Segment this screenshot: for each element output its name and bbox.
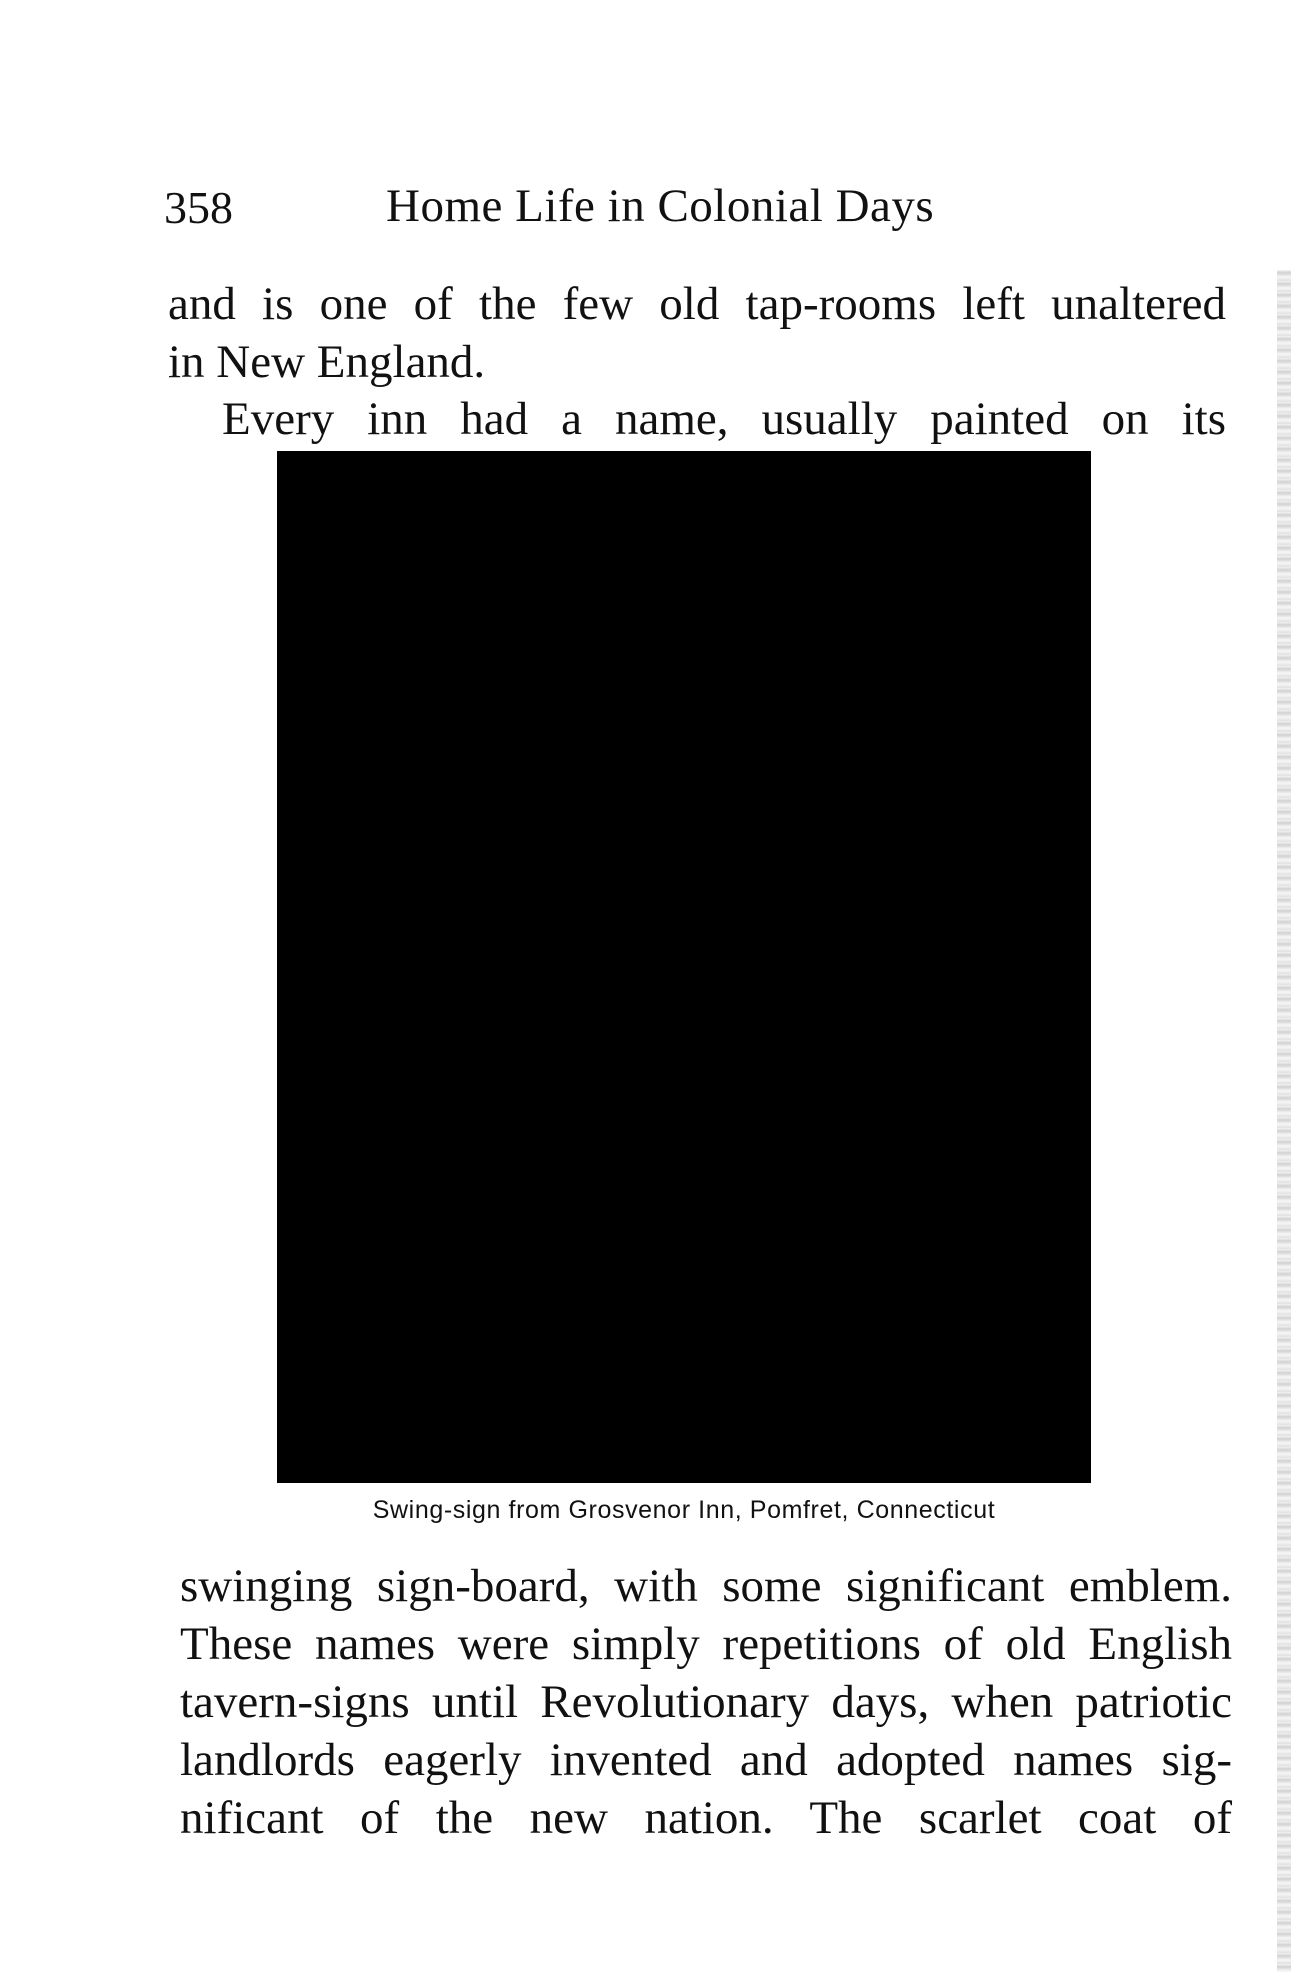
body-text-line: tavern-signs until Revolutionary days, when patriotic [180, 1676, 1232, 1728]
body-text-line: swinging sign-board, with some significant emblem. [180, 1560, 1232, 1612]
body-text-line: nificant of the new nation. The scarlet coat of [180, 1792, 1232, 1844]
body-text-line: Every inn had a name, usually painted on its [222, 393, 1226, 445]
running-title: Home Life in Colonial Days [386, 180, 935, 232]
page-edge-shadow [1277, 270, 1291, 1972]
body-text-line: in New England. [168, 336, 486, 388]
figure-image [277, 451, 1091, 1483]
body-text-line: landlords eagerly invented and adopted names sig- [180, 1734, 1232, 1786]
page-number: 358 [164, 182, 233, 233]
body-text-line: and is one of the few old tap-rooms left unaltered [168, 278, 1226, 330]
body-text-line: These names were simply repetitions of old English [180, 1618, 1232, 1670]
figure-caption: Swing-sign from Grosvenor Inn, Pomfret, Connecticut [372, 1496, 996, 1524]
